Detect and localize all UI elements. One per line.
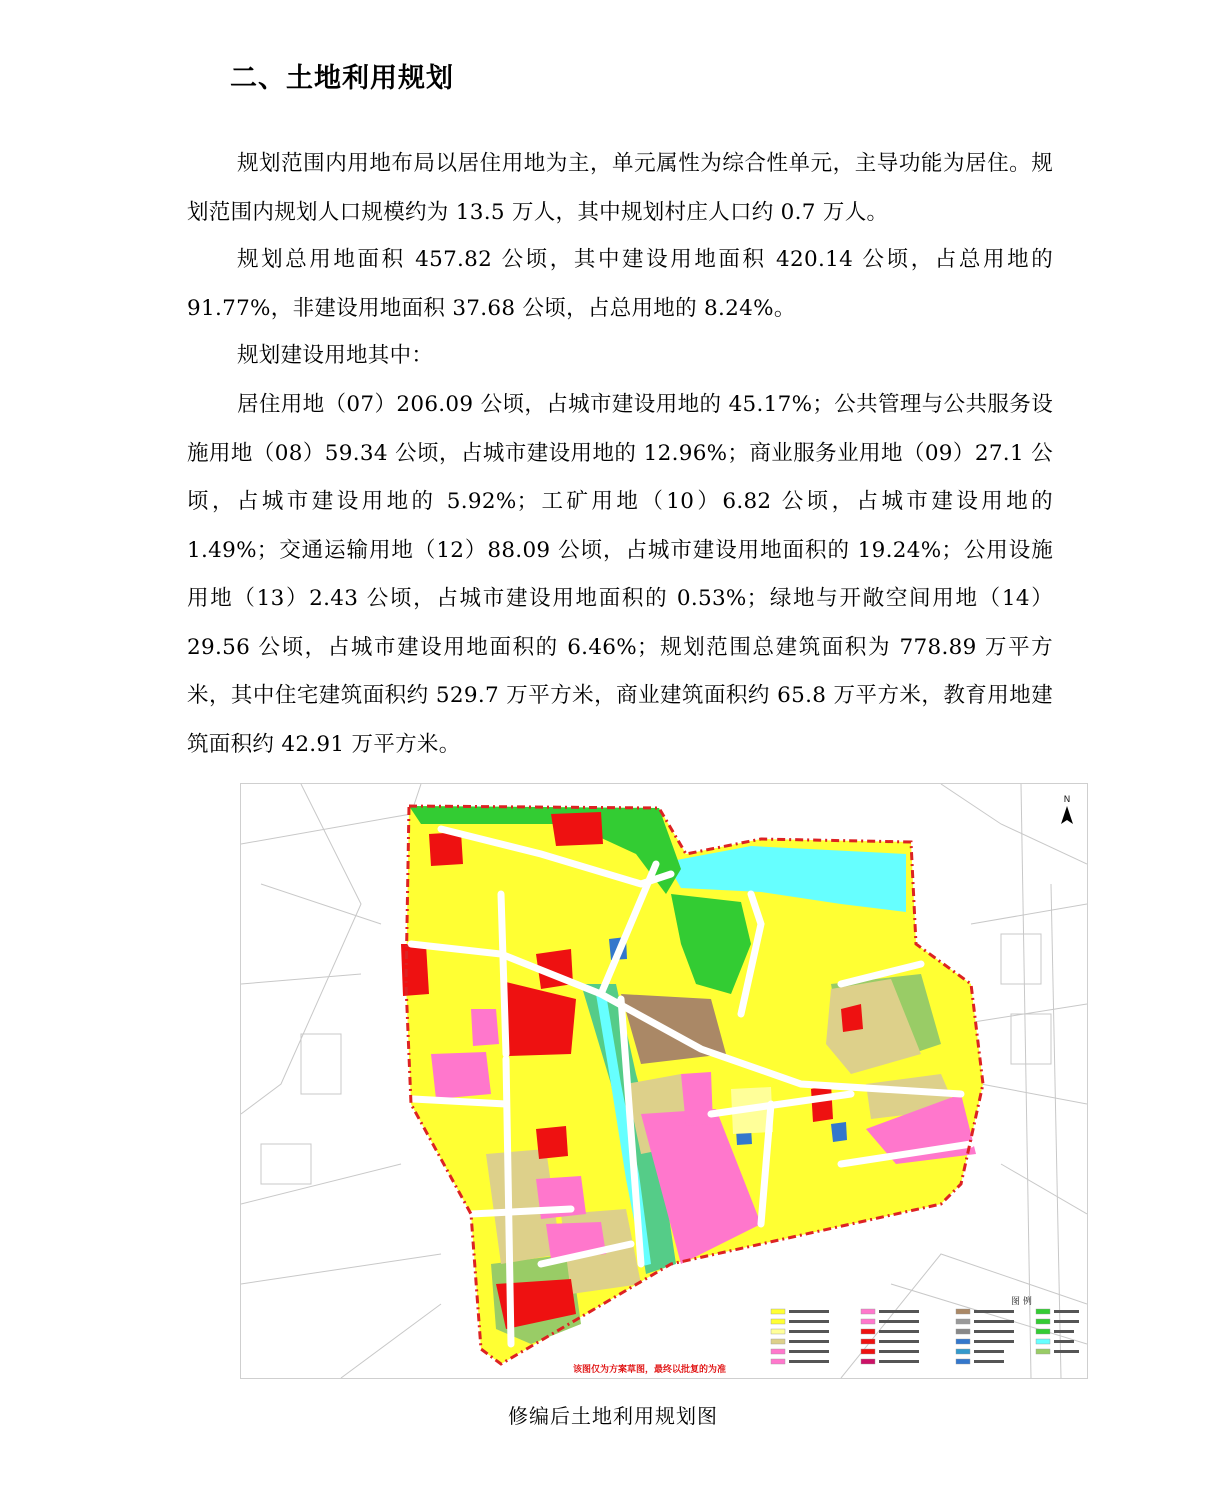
land-use-map-figure — [240, 783, 1088, 1379]
legend-text-lines — [789, 1310, 1079, 1363]
paragraph-overview: 规划范围内用地布局以居住用地为主，单元属性为综合性单元，主导功能为居住。规划范围内规划人口规模约为 13.5 万人，其中规划村庄人口约 0.7 万人。 — [187, 151, 1053, 225]
paragraph-breakdown: 居住用地（07）206.09 公顷，占城市建设用地的 45.17%；公共管理与公共服务设施用地（08）59.34 公顷，占城市建设用地的 12.96%；商业服务业用地（09）27.1 公顷，占城市建设用地的 5.92%；工矿用地（10）6.82 公顷，占城市建设用地的 1.49%；交通运输用地（12）88.09 公顷，占城市建设用地面积的 19.24%；公用设施用地（13）2.43 公顷，占城市建设用地面积的 0.53%；绿地与开敞空间用地（14）29.56 公顷，占城市建设用地面积的 6.46%；规划范围总建筑面积为 778.89 万平方米，其中住宅建筑面积约 529.7 万平方米，商业建筑面积约 65.8 万平方米，教育用地建筑面积约 42.91 万平方米。 — [187, 392, 1053, 757]
map-note: 该图仅为方案草图，最终以批复的为准 — [573, 1365, 727, 1375]
commercial-block-d — [551, 812, 603, 846]
commercial-block-f — [811, 1084, 833, 1122]
public-block-mid — [681, 1072, 713, 1126]
north-label: N — [1063, 795, 1071, 805]
utility-c — [831, 1122, 847, 1142]
commercial-block-h — [429, 832, 463, 866]
legend-swatches — [771, 1309, 1050, 1364]
paragraph-intro: 规划建设用地其中： — [237, 343, 434, 368]
figure-caption: 修编后土地利用规划图 — [508, 1404, 718, 1428]
public-block-nw — [471, 1009, 499, 1046]
public-block-west — [431, 1052, 491, 1099]
section-heading: 二、土地利用规划 — [230, 63, 454, 94]
commercial-block-g — [841, 1004, 863, 1032]
commercial-block-i — [536, 1126, 568, 1159]
legend-title: 图 例 — [1011, 1297, 1032, 1307]
land-use-map — [241, 784, 1087, 1378]
paragraph-land-area: 规划总用地面积 457.82 公顷，其中建设用地面积 420.14 公顷，占总用地的 91.77%，非建设用地面积 37.68 公顷，占总用地的 8.24%。 — [187, 247, 1053, 321]
legend — [771, 1295, 1079, 1364]
north-arrow-icon — [1061, 795, 1073, 824]
